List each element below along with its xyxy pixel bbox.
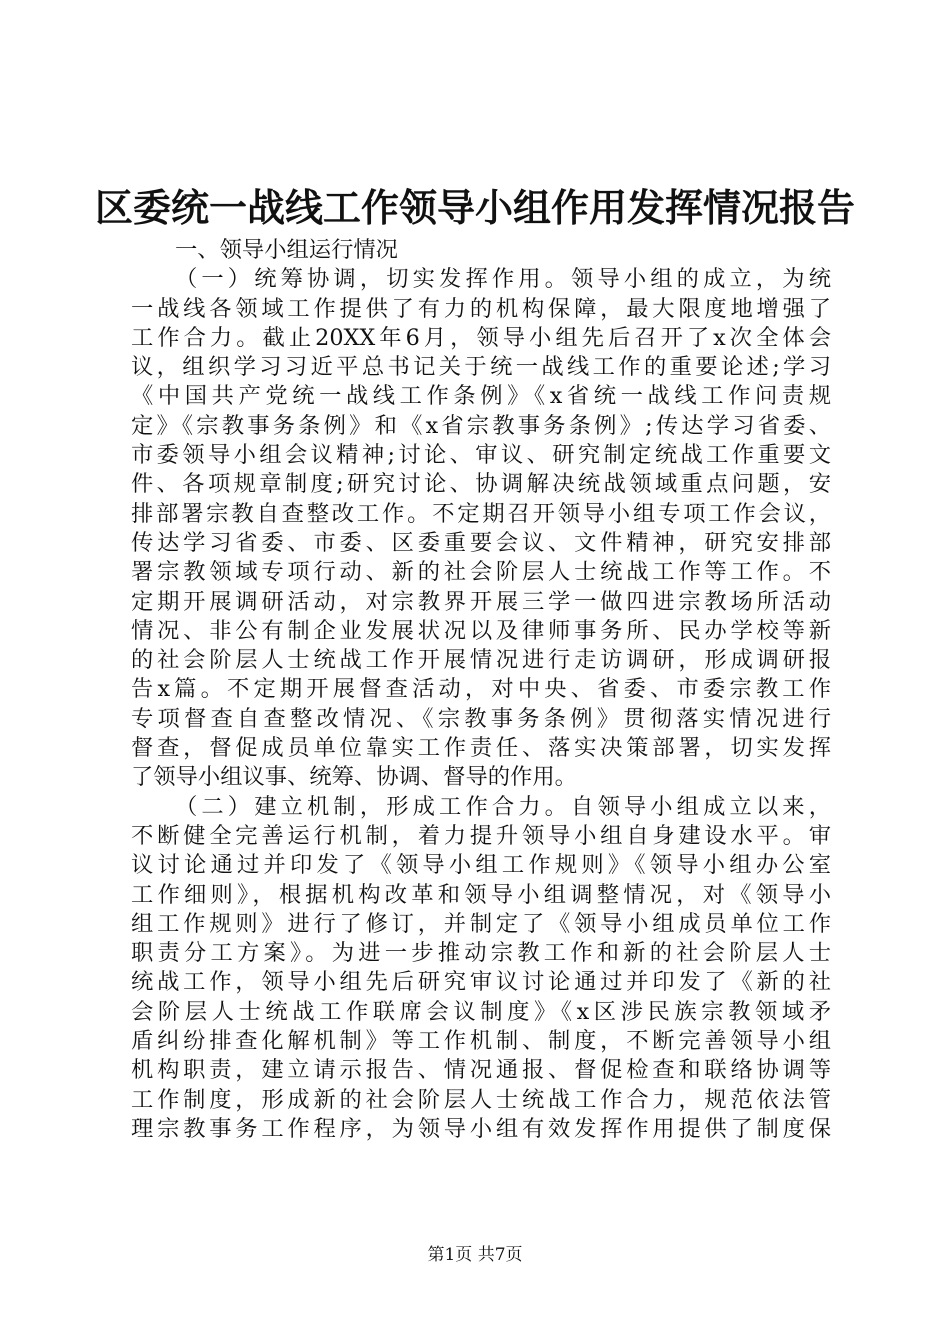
body-text xyxy=(131,236,831,1144)
paragraph-line: 排部署宗教自查整改工作。不定期召开领导小组专项工作会议， xyxy=(131,500,831,527)
paragraph-line: 不断健全完善运行机制，着力提升领导小组自身建设水平。审 xyxy=(131,822,831,849)
paragraph-line: 告x篇。不定期开展督查活动，对中央、省委、市委宗教工作 xyxy=(131,676,831,703)
paragraph-line: 职责分工方案》。为进一步推动宗教工作和新的社会阶层人士 xyxy=(131,940,831,967)
paragraph-line: 理宗教事务工作程序，为领导小组有效发挥作用提供了制度保 xyxy=(131,1115,831,1142)
paragraph-2 xyxy=(131,793,831,1145)
paragraph-line: 机构职责，建立请示报告、情况通报、督促检查和联络协调等 xyxy=(131,1057,831,1084)
paragraph-line: 定期开展调研活动，对宗教界开展三学一做四进宗教场所活动 xyxy=(131,588,831,615)
paragraph-line: （一）统筹协调，切实发挥作用。领导小组的成立，为统 xyxy=(175,266,831,293)
paragraph-line: 传达学习省委、市委、区委重要会议、文件精神，研究安排部 xyxy=(131,529,831,556)
paragraph-line: 会阶层人士统战工作联席会议制度》《x区涉民族宗教领域矛 xyxy=(131,998,831,1025)
paragraph-line: 议讨论通过并印发了《领导小组工作规则》《领导小组办公室 xyxy=(131,852,831,879)
paragraph-line: 情况、非公有制企业发展状况以及律师事务所、民办学校等新 xyxy=(131,617,831,644)
paragraph-line: 工作合力。截止20XX年6月，领导小组先后召开了x次全体会 xyxy=(131,324,831,351)
section-heading: 一、领导小组运行情况 xyxy=(175,237,398,263)
paragraph-line: 统战工作，领导小组先后研究审议讨论通过并印发了《新的社 xyxy=(131,969,831,996)
paragraph-line: 专项督查自查整改情况、《宗教事务条例》贯彻落实情况进行 xyxy=(131,705,831,732)
paragraph-line: 定》《宗教事务条例》和《x省宗教事务条例》;传达学习省委、 xyxy=(131,412,831,439)
paragraph-line: 市委领导小组会议精神;讨论、审议、研究制定统战工作重要文 xyxy=(131,442,831,469)
paragraph-line: 盾纠纷排查化解机制》等工作机制、制度，不断完善领导小组 xyxy=(131,1028,831,1055)
page-title: 区委统一战线工作领导小组作用发挥情况报告 xyxy=(94,185,855,230)
paragraph-line: 工作细则》，根据机构改革和领导小组调整情况，对《领导小 xyxy=(131,881,831,908)
paragraph-line: 的社会阶层人士统战工作开展情况进行走访调研，形成调研报 xyxy=(131,647,831,674)
paragraph-line: （二）建立机制，形成工作合力。自领导小组成立以来， xyxy=(175,793,831,820)
paragraph-line: 件、各项规章制度;研究讨论、协调解决统战领域重点问题，安 xyxy=(131,471,831,498)
paragraph-line: 组工作规则》进行了修订，并制定了《领导小组成员单位工作 xyxy=(131,910,831,937)
paragraph-line: 署宗教领域专项行动、新的社会阶层人士统战工作等工作。不 xyxy=(131,559,831,586)
paragraph-1 xyxy=(131,265,831,792)
paragraph-line: 一战线各领域工作提供了有力的机构保障，最大限度地增强了 xyxy=(131,295,831,322)
paragraph-line: 工作制度，形成新的社会阶层人士统战工作合力，规范依法管 xyxy=(131,1086,831,1113)
paragraph-line: 议，组织学习习近平总书记关于统一战线工作的重要论述;学习 xyxy=(131,354,831,381)
paragraph-line: 了领导小组议事、统筹、协调、督导的作用。 xyxy=(131,764,577,791)
paragraph-line: 督查，督促成员单位靠实工作责任、落实决策部署，切实发挥 xyxy=(131,735,831,762)
page-footer: 第1页 共7页 xyxy=(427,1245,523,1265)
paragraph-line: 《中国共产党统一战线工作条例》《x省统一战线工作问责规 xyxy=(131,383,831,410)
